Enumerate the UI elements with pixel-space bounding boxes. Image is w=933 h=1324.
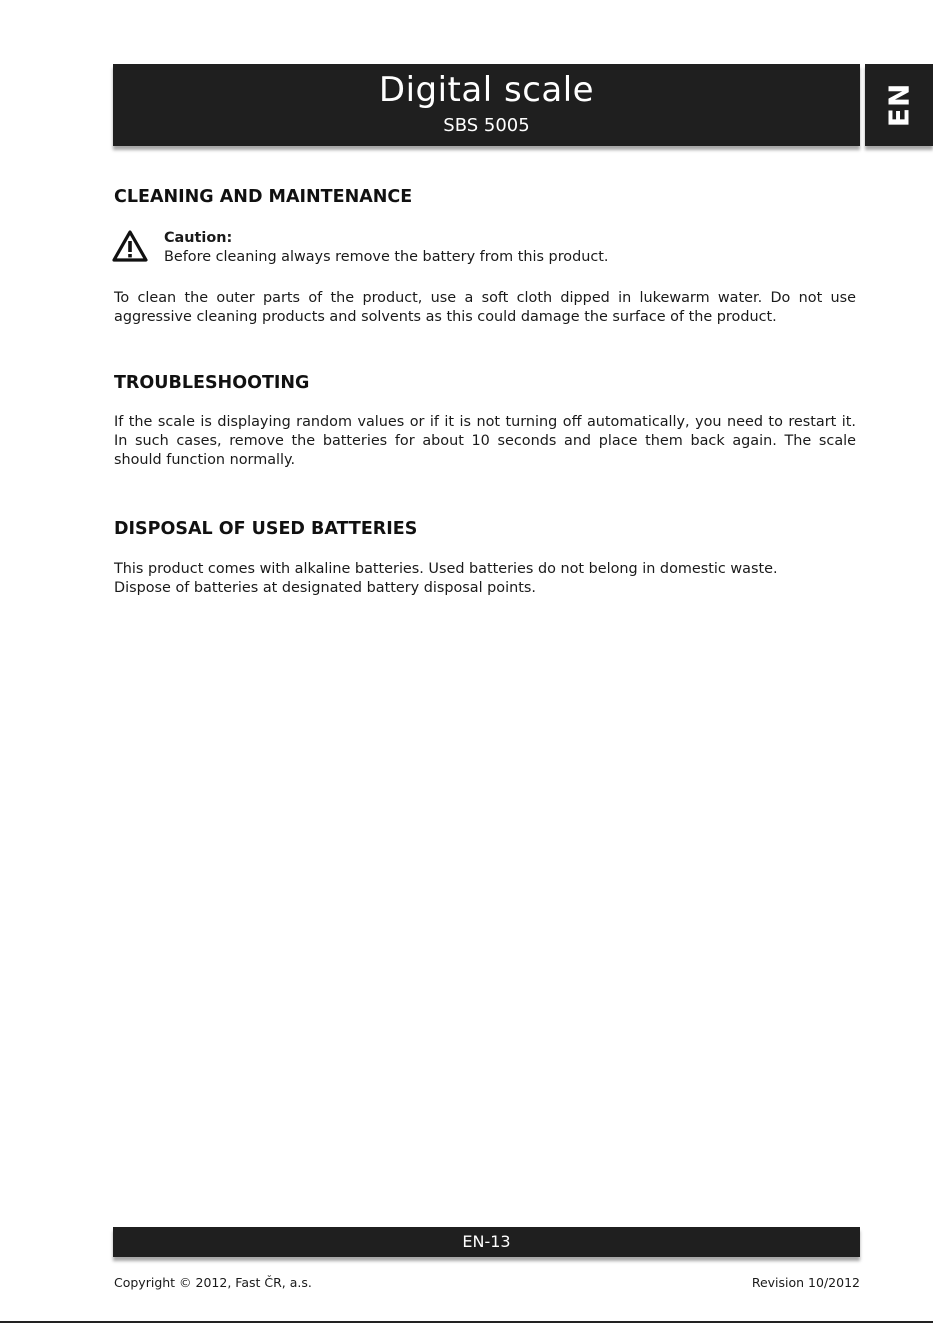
section-heading-cleaning: CLEANING AND MAINTENANCE	[114, 187, 413, 207]
disposal-line-2: Dispose of batteries at designated battery disposal points.	[114, 580, 536, 596]
caution-text: Before cleaning always remove the battery from this product.	[164, 249, 609, 265]
copyright-text: Copyright © 2012, Fast ČR, a.s.	[114, 1275, 312, 1290]
caution-title: Caution:	[164, 230, 233, 246]
document-title: Digital scale	[378, 70, 595, 110]
language-tab	[865, 64, 933, 146]
revision-text: Revision 10/2012	[751, 1275, 860, 1290]
cleaning-paragraph: To clean the outer parts of the product, use a soft cloth dipped in lukewarm water. Do not use aggressive cleaning products and solvents as this could damage the surface of the product.	[114, 290, 856, 325]
disposal-line-1: This product comes with alkaline batteries. Used batteries do not belong in domestic waste.	[114, 561, 778, 577]
header-banner	[113, 64, 860, 146]
section-heading-troubleshooting: TROUBLESHOOTING	[114, 373, 310, 393]
page-number: EN-13	[462, 1232, 511, 1251]
troubleshooting-paragraph: If the scale is displaying random values or if it is not turning off automatically, you need to restart it. In such cases, remove the batteries for about 10 seconds and place them back again. The scale should function normally.	[114, 414, 856, 468]
warning-triangle-icon	[112, 230, 148, 262]
language-tab-label: EN	[882, 82, 916, 128]
page-number-bar	[113, 1227, 860, 1257]
section-heading-disposal: DISPOSAL OF USED BATTERIES	[114, 519, 418, 539]
bottom-divider	[0, 1321, 933, 1323]
model-number: SBS 5005	[443, 115, 530, 136]
